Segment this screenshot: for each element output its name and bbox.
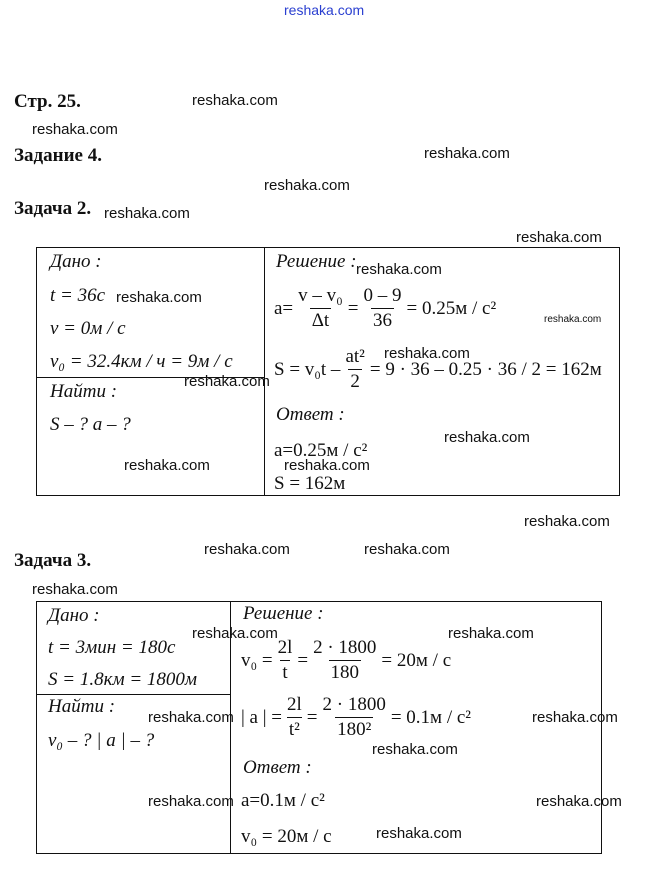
watermark: reshaka.com [116,289,202,306]
task2-s-den: 2 [350,371,360,392]
task3-border-right [601,601,602,854]
task3-a-num1: 2l [287,694,302,715]
task3-find-values: v₀ – ? | a | – ? [48,730,155,751]
task2-s-result: = 9 · 36 – 0.25 · 36 / 2 = 162м [369,358,602,380]
task3-a-den1: t² [288,719,300,740]
task3-v-fraction1 [276,637,295,684]
watermark: reshaka.com [536,793,622,810]
task3-border-bottom [36,853,602,854]
task3-heading: Задача 3. [14,550,92,571]
task2-border-top [36,247,620,248]
task2-find-values: S – ? a – ? [50,414,131,435]
task2-answer-label: Ответ : [276,404,345,425]
task2-a-lhs: a= [274,297,294,319]
task3-border-left [36,601,37,854]
watermark: reshaka.com [148,793,234,810]
watermark: reshaka.com [204,541,290,558]
watermark: reshaka.com [364,541,450,558]
task2-border-right [619,247,620,496]
task3-speed-formula: v₀ = $\frac{2l}{t}$ = $\frac{2 \cdot 1800}{180}$ = 20м / с [241,637,452,683]
task3-given-time: t = 3мин = 180с [48,637,176,658]
task2-border-left [36,247,37,496]
task3-v-result: = 20м / с [381,649,452,671]
task2-a-num1: v – v₀ [298,285,343,306]
task2-a-den1: Δt [311,310,330,331]
task2-given-label: Дано : [50,251,102,272]
watermark: reshaka.com [264,177,350,194]
task3-v-num2: 2 · 1800 [313,637,377,658]
watermark: reshaka.com [124,457,210,474]
watermark: reshaka.com [192,92,278,109]
watermark: reshaka.com [372,741,458,758]
task3-border-top [36,601,602,602]
task2-divider-vertical [264,247,265,496]
task3-answer-label: Ответ : [243,757,312,778]
task3-v-lhs: v₀ = [241,649,273,671]
watermark: reshaka.com [544,314,602,325]
task3-find-label: Найти : [48,696,116,717]
task2-s-lhs: S = v₀t – [274,358,341,380]
task2-given-final-speed: v = 0м / с [50,318,126,339]
task2-solution-label: Решение : [276,251,357,272]
task2-a-num2: 0 – 9 [363,285,402,306]
watermark: reshaka.com [184,373,270,390]
watermark-top: reshaka.com [284,2,365,18]
watermark: reshaka.com [516,229,602,246]
watermark: reshaka.com [32,581,118,598]
task2-a-fraction1 [296,285,345,332]
watermark: reshaka.com [376,825,462,842]
task2-heading: Задача 2. [14,198,92,219]
task2-acceleration-formula: a= $\frac{\text{v – v₀}}{\Delta t}$ = $\frac{0 - 9}{36}$ = 0.25м / с² [274,285,497,331]
task3-given-label: Дано : [48,605,100,626]
task2-answer-distance: S = 162м [274,473,346,494]
watermark: reshaka.com [32,121,118,138]
task3-given-distance: S = 1.8км = 1800м [48,669,198,690]
task2-answer-acceleration: a=0.25м / с² [274,440,368,461]
task3-v-fraction2 [311,637,378,684]
watermark: reshaka.com [524,513,610,530]
task3-divider-horizontal [36,694,231,695]
watermark: reshaka.com [424,145,510,162]
watermark: reshaka.com [448,625,534,642]
assignment-heading: Задание 4. [14,145,102,166]
watermark: reshaka.com [384,345,470,362]
task3-a-den2: 180² [337,719,372,740]
task3-a-result: = 0.1м / с² [390,706,471,728]
task3-a-fraction2 [321,694,388,741]
watermark: reshaka.com [104,205,190,222]
task2-s-fraction [343,346,366,393]
task2-a-den2: 36 [373,310,392,331]
task3-solution-label: Решение : [243,603,324,624]
page-number-heading: Стр. 25. [14,91,81,112]
task3-a-num2: 2 · 1800 [322,694,386,715]
watermark: reshaka.com [284,457,370,474]
watermark: reshaka.com [356,261,442,278]
task2-a-fraction2 [362,285,404,332]
task2-a-result: = 0.25м / с² [406,297,497,319]
task3-answer-acceleration: a=0.1м / с² [241,790,325,811]
task3-acceleration-formula: | a | = $\frac{2l}{\text{t²}}$ = $\frac{2 \cdot 1800}{\text{180²}}$ = 0.1м / с² [241,694,471,740]
watermark: reshaka.com [532,709,618,726]
task2-given-time: t = 36с [50,285,106,306]
task3-a-fraction1 [285,694,304,741]
watermark: reshaka.com [192,625,278,642]
task3-v-den2: 180 [330,662,359,683]
task2-find-label: Найти : [50,381,118,402]
task3-v-den1: t [282,662,288,683]
task3-v-num1: 2l [277,637,293,658]
watermark: reshaka.com [148,709,234,726]
task2-s-num: at² [345,346,365,367]
task3-answer-speed: v₀ = 20м / с [241,826,332,847]
task2-given-initial-speed: v₀ = 32.4км / ч = 9м / с [50,351,233,372]
task2-border-bottom [36,495,620,496]
watermark: reshaka.com [444,429,530,446]
task3-a-lhs: | a | = [241,706,283,728]
